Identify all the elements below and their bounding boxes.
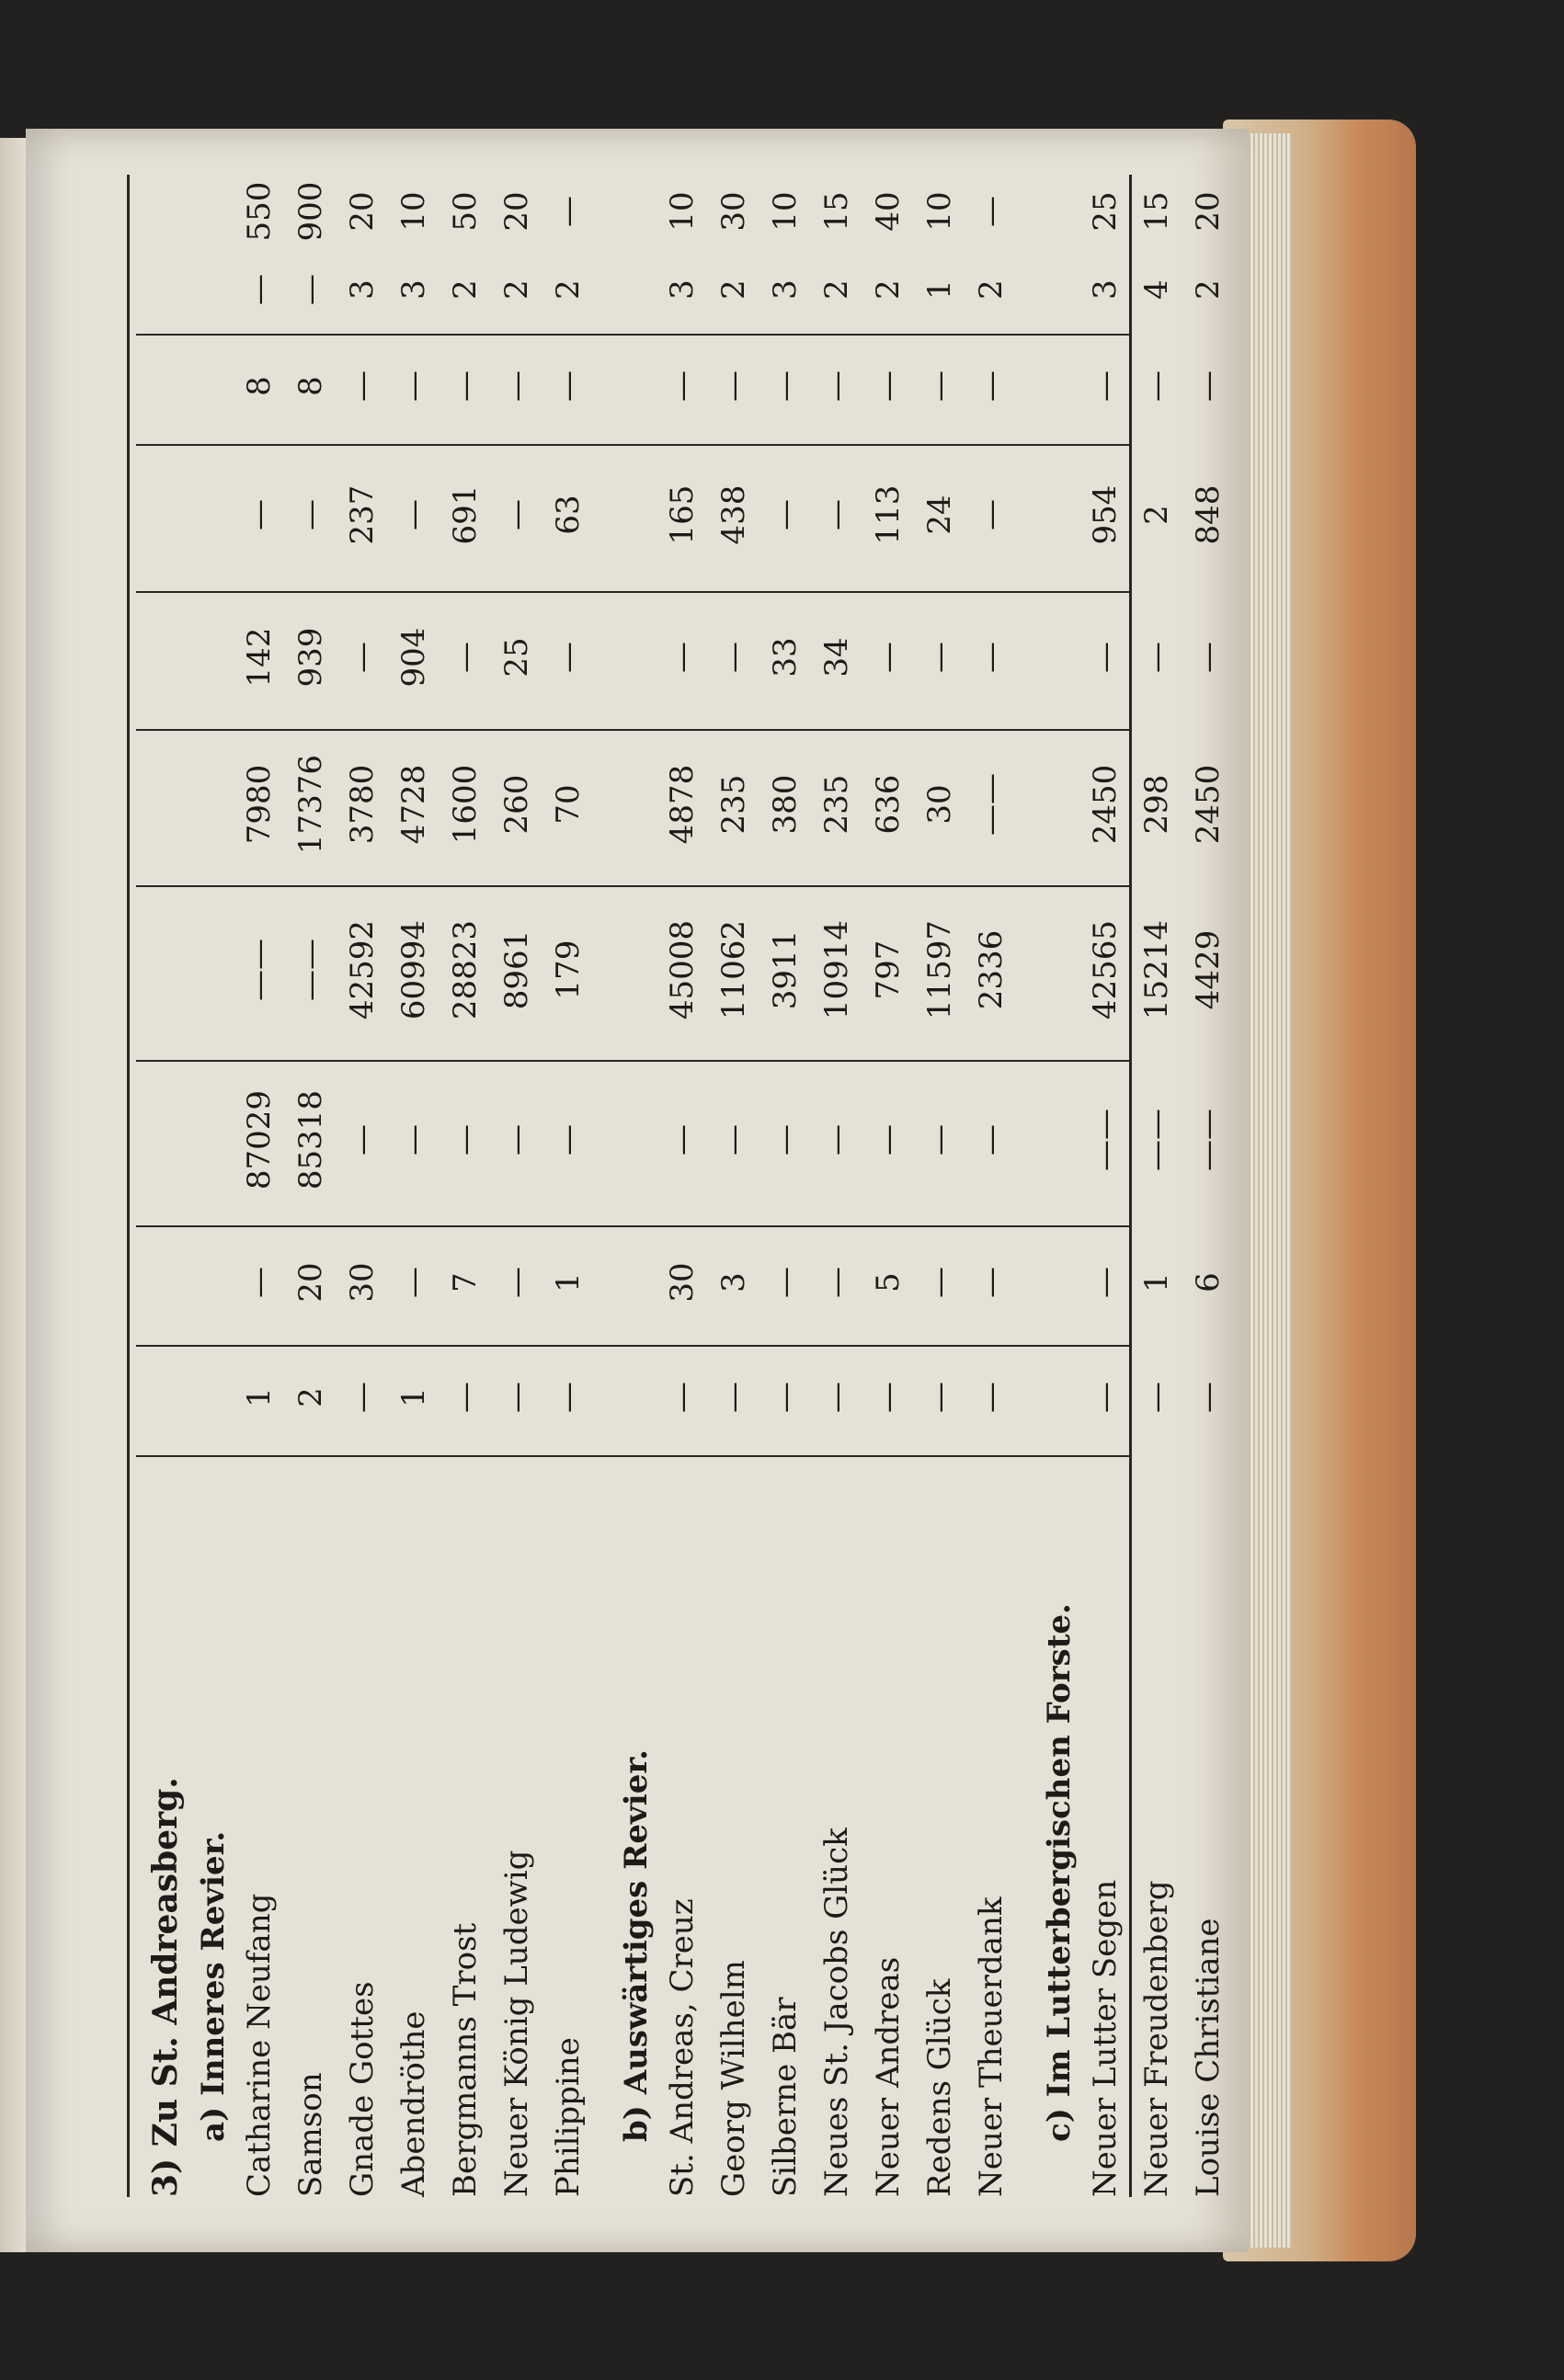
table-cell: — [818, 499, 855, 530]
table-cell: 87029 [241, 1089, 278, 1190]
table-cell: 4728 [395, 764, 432, 845]
table-cell: — [344, 1382, 381, 1413]
table-cell: — [921, 642, 958, 673]
table-cell: — [550, 196, 587, 227]
table-cell: — [292, 274, 329, 305]
table-cell: — [715, 370, 752, 402]
table-cell: 2336 [973, 929, 1010, 1010]
table-cell: 179 [550, 939, 587, 1000]
table-cell: 4 [1138, 279, 1175, 300]
table-cell: — [870, 642, 907, 673]
table-cell: 3 [344, 279, 381, 300]
table-cell: 11062 [715, 919, 752, 1020]
table-cell: — [1087, 642, 1124, 673]
table-cell: — [664, 370, 701, 402]
table-cell: 237 [344, 484, 381, 545]
table-cell: — [664, 1124, 701, 1156]
table-cell: 34 [818, 637, 855, 678]
table-cell: 15 [1138, 191, 1175, 232]
table-cell: — [715, 1124, 752, 1156]
table-cell: —— [973, 773, 1010, 836]
mine-name: Neuer Andreas [870, 1956, 907, 2197]
table-row [291, 175, 331, 2197]
table-row [1136, 175, 1177, 2197]
table-cell: — [818, 370, 855, 402]
table-cell: 1 [921, 279, 958, 300]
table-cell: —— [1138, 1109, 1175, 1171]
table-cell: 25 [1087, 191, 1124, 232]
table-cell: — [344, 642, 381, 673]
table-cell: 900 [292, 181, 329, 242]
table-cell: 298 [1138, 774, 1175, 835]
table-cell: 42565 [1087, 919, 1124, 1020]
table-cell: 85318 [292, 1089, 329, 1190]
table-cell: 30 [344, 1262, 381, 1303]
table-bottom-rule [1129, 175, 1132, 2197]
table-cell: — [767, 499, 804, 530]
table-cell: — [241, 274, 278, 305]
table-cell: — [550, 642, 587, 673]
table-cell: 8 [241, 376, 278, 396]
mine-name: Louise Christiane [1190, 1918, 1227, 2197]
mine-name: Neuer Lutter Segen [1087, 1879, 1124, 2197]
table-cell: 2 [1138, 505, 1175, 525]
table-cell: 50 [447, 191, 484, 232]
table-cell: 113 [870, 484, 907, 545]
table-row [1085, 175, 1125, 2197]
table-cell: — [498, 1124, 535, 1156]
table-cell: 2450 [1190, 764, 1227, 845]
table-cell: —— [241, 939, 278, 1001]
table-cell: 691 [447, 484, 484, 545]
table-cell: — [550, 370, 587, 402]
table-cell: 10914 [818, 919, 855, 1020]
table-cell: 904 [395, 627, 432, 688]
table-cell: 3 [395, 279, 432, 300]
group-heading: b) Auswärtiges Revier. [618, 1749, 655, 2142]
table-cell: 30 [664, 1262, 701, 1303]
left-page-strip [0, 138, 26, 2252]
table-cell: — [973, 642, 1010, 673]
table-cell: 939 [292, 627, 329, 688]
mine-name: Catharine Neufang [241, 1893, 278, 2197]
mine-name: St. Andreas, Creuz [664, 1898, 701, 2197]
table-cell: 10 [921, 191, 958, 232]
table-cell: 380 [767, 774, 804, 835]
table-cell: 1 [395, 1387, 432, 1407]
table-cell: — [767, 1382, 804, 1413]
group-heading-row [1039, 175, 1079, 2197]
table-cell: 235 [818, 774, 855, 835]
table-cell: 15 [818, 191, 855, 232]
table-row [765, 175, 805, 2197]
table-cell: 8 [292, 376, 329, 396]
table-cell: — [818, 1124, 855, 1156]
table-cell: 70 [550, 784, 587, 825]
mine-name: Neuer Theuerdank [973, 1896, 1010, 2197]
table-cell: — [1087, 1382, 1124, 1413]
table-cell: 45008 [664, 919, 701, 1020]
table-cell: 8961 [498, 929, 535, 1010]
table-cell: 2 [292, 1387, 329, 1407]
table-cell: — [818, 1382, 855, 1413]
table-cell: — [395, 499, 432, 530]
table-row [548, 175, 588, 2197]
table-cell: 2 [447, 279, 484, 300]
table-cell: — [395, 370, 432, 402]
table-cell: —— [1087, 1109, 1124, 1171]
mine-name: Neuer König Ludewig [498, 1850, 535, 2197]
table-cell: 60994 [395, 919, 432, 1020]
table-row [342, 175, 382, 2197]
table-cell: 142 [241, 627, 278, 688]
table-cell: 30 [715, 191, 752, 232]
table-cell: — [1138, 1382, 1175, 1413]
table-cell: 438 [715, 484, 752, 545]
table-cell: — [1087, 370, 1124, 402]
table-cell: — [973, 1267, 1010, 1298]
table-cell: 2 [818, 279, 855, 300]
table-cell: 2 [870, 279, 907, 300]
table-cell: — [767, 370, 804, 402]
table-cell: — [550, 1124, 587, 1156]
table-cell: — [973, 1124, 1010, 1156]
table-cell: 2 [973, 279, 1010, 300]
table-cell: 2 [498, 279, 535, 300]
table-row [662, 175, 702, 2197]
table-cell: — [715, 1382, 752, 1413]
table-cell: — [1138, 642, 1175, 673]
table-cell: 17376 [292, 754, 329, 855]
table-cell: — [767, 1124, 804, 1156]
table-cell: — [447, 642, 484, 673]
mine-name: Silberne Bär [767, 1997, 804, 2197]
table-cell: 1 [550, 1272, 587, 1292]
table-cell: — [344, 370, 381, 402]
table-row [868, 175, 908, 2197]
table-top-rule [127, 175, 130, 2197]
table-cell: —— [292, 939, 329, 1001]
table-row [714, 175, 754, 2197]
table-cell: — [447, 370, 484, 402]
table-cell: — [973, 196, 1010, 227]
book-page [26, 129, 1249, 2252]
table-cell: — [921, 370, 958, 402]
table-cell: 1 [1138, 1272, 1175, 1292]
table-cell: 30 [921, 784, 958, 825]
table-row [919, 175, 960, 2197]
table-cell: 10 [767, 191, 804, 232]
table-row [445, 175, 485, 2197]
section-title: 3) Zu St. Andreasberg. [146, 1777, 185, 2197]
table-cell: 40 [870, 191, 907, 232]
table-cell: 10 [395, 191, 432, 232]
table-cell: 636 [870, 774, 907, 835]
table-cell: 15214 [1138, 919, 1175, 1020]
table-cell: — [1138, 370, 1175, 402]
group-heading: a) Inneres Revier. [195, 1830, 232, 2142]
table-cell: — [1190, 370, 1227, 402]
mine-name: Neues St. Jacobs Glück [818, 1828, 855, 2197]
table-cell: — [498, 1267, 535, 1298]
table-row [497, 175, 537, 2197]
table-cell: 3780 [344, 764, 381, 845]
group-heading: c) Im Lutterbergischen Forste. [1041, 1603, 1078, 2142]
table-cell: 20 [344, 191, 381, 232]
table-row [816, 175, 857, 2197]
table-cell: — [1087, 1267, 1124, 1298]
table-cell: — [818, 1267, 855, 1298]
table-cell: 20 [498, 191, 535, 232]
table-cell: 2 [715, 279, 752, 300]
table-cell: 10 [664, 191, 701, 232]
table-cell: 235 [715, 774, 752, 835]
table-cell: — [921, 1124, 958, 1156]
table-cell: 20 [292, 1262, 329, 1303]
table-cell: — [241, 1267, 278, 1298]
table-cell: 2 [1190, 279, 1227, 300]
table-cell: — [921, 1382, 958, 1413]
table-cell: 25 [498, 637, 535, 678]
table-cell: — [395, 1267, 432, 1298]
table-cell: 42592 [344, 919, 381, 1020]
table-cell: — [241, 499, 278, 530]
table-cell: — [447, 1382, 484, 1413]
table-cell: — [550, 1382, 587, 1413]
table-cell: 24 [921, 495, 958, 535]
table-cell: 165 [664, 484, 701, 545]
table-cell: — [292, 499, 329, 530]
table-cell: 5 [870, 1272, 907, 1292]
table-cell: — [870, 1124, 907, 1156]
table-cell: — [498, 370, 535, 402]
table-cell: — [498, 1382, 535, 1413]
table-cell: 63 [550, 495, 587, 535]
table-cell: 3 [1087, 279, 1124, 300]
table-cell: 848 [1190, 484, 1227, 545]
table-cell: 4878 [664, 764, 701, 845]
table-cell: 3 [664, 279, 701, 300]
table-cell: — [715, 642, 752, 673]
mine-name: Redens Glück [921, 1978, 958, 2197]
table-cell: 260 [498, 774, 535, 835]
mine-name: Philippine [550, 2037, 587, 2197]
table-cell: 954 [1087, 484, 1124, 545]
table-row [1188, 175, 1228, 2197]
table-cell: 4429 [1190, 929, 1227, 1010]
table-cell: — [870, 1382, 907, 1413]
table-cell: — [767, 1267, 804, 1298]
table-cell: 3 [767, 279, 804, 300]
table-cell: — [395, 1124, 432, 1156]
table-cell: — [664, 642, 701, 673]
table-cell: 3911 [767, 929, 804, 1010]
mine-name: Samson [292, 2072, 329, 2197]
table-cell: —— [1190, 1109, 1227, 1171]
table-cell: — [447, 1124, 484, 1156]
table-cell: — [1190, 1382, 1227, 1413]
table-cell: 797 [870, 939, 907, 1000]
table-cell: 3 [715, 1272, 752, 1292]
group-heading-row [193, 175, 234, 2197]
group-heading-row [616, 175, 656, 2197]
table-cell: 550 [241, 181, 278, 242]
table-cell: 1 [241, 1387, 278, 1407]
table-row [394, 175, 434, 2197]
table-cell: 7980 [241, 764, 278, 845]
table-cell: — [973, 1382, 1010, 1413]
mine-name: Georg Wilhelm [715, 1960, 752, 2197]
table-cell: 33 [767, 637, 804, 678]
table-cell: 1600 [447, 764, 484, 845]
table-cell: 28823 [447, 919, 484, 1020]
table-cell: — [870, 370, 907, 402]
table-cell: 2 [550, 279, 587, 300]
table-cell: 6 [1190, 1272, 1227, 1292]
table-cell: 7 [447, 1272, 484, 1292]
table-cell: 11597 [921, 919, 958, 1020]
table-cell: — [498, 499, 535, 530]
table-cell: 20 [1190, 191, 1227, 232]
table-cell: — [973, 370, 1010, 402]
table-row [971, 175, 1011, 2197]
mine-name: Gnade Gottes [344, 1981, 381, 2197]
table-cell: — [1190, 642, 1227, 673]
table-cell: — [664, 1382, 701, 1413]
table-cell: 2450 [1087, 764, 1124, 845]
mine-name: Bergmanns Trost [447, 1922, 484, 2197]
table-cell: — [973, 499, 1010, 530]
table-row [239, 175, 280, 2197]
mine-name: Abendröthe [395, 2010, 432, 2197]
rotated-table [118, 175, 1227, 2197]
table-cell: — [921, 1267, 958, 1298]
table-cell: — [344, 1124, 381, 1156]
mine-name: Neuer Freudenberg [1138, 1880, 1175, 2197]
